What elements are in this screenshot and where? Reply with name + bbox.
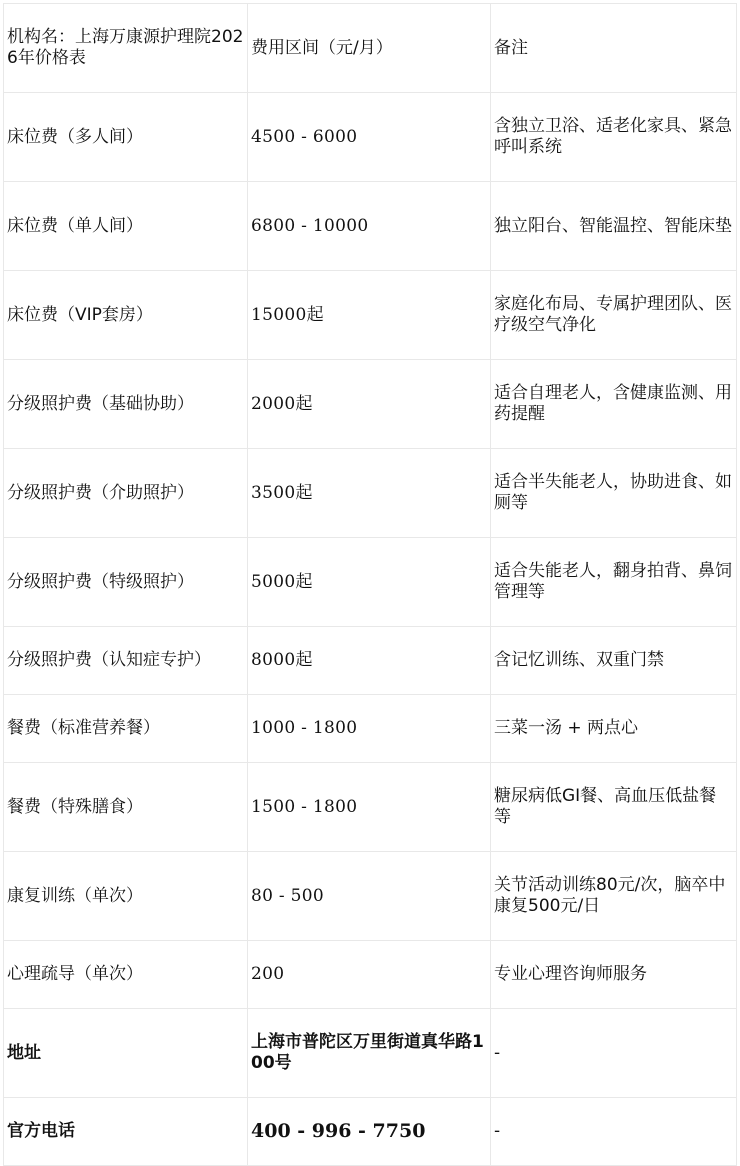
address-row xyxy=(4,1009,737,1098)
item-cell: 床位费（VIP套房） xyxy=(4,271,248,360)
item-cell: 床位费（单人间） xyxy=(4,182,248,271)
table-row xyxy=(4,93,737,182)
phone-note: - xyxy=(491,1098,737,1166)
table-row xyxy=(4,360,737,449)
item-cell: 分级照护费（基础协助） xyxy=(4,360,248,449)
table-header-row xyxy=(4,4,737,93)
note-cell: 适合失能老人，翻身拍背、鼻饲管理等 xyxy=(491,538,737,627)
table-row xyxy=(4,627,737,695)
price-cell: 4500 - 6000 xyxy=(248,93,491,182)
item-cell: 床位费（多人间） xyxy=(4,93,248,182)
note-cell: 适合半失能老人，协助进食、如厕等 xyxy=(491,449,737,538)
table-row xyxy=(4,182,737,271)
item-cell: 餐费（标准营养餐） xyxy=(4,695,248,763)
note-cell: 适合自理老人，含健康监测、用药提醒 xyxy=(491,360,737,449)
institution-title-cell: 机构名：上海万康源护理院2026年价格表 xyxy=(4,4,248,93)
note-cell: 含记忆训练、双重门禁 xyxy=(491,627,737,695)
price-cell: 8000起 xyxy=(248,627,491,695)
price-range-header: 费用区间（元/月） xyxy=(248,4,491,93)
address-label: 地址 xyxy=(4,1009,248,1098)
price-cell: 1000 - 1800 xyxy=(248,695,491,763)
note-cell: 糖尿病低GI餐、高血压低盐餐等 xyxy=(491,763,737,852)
price-cell: 6800 - 10000 xyxy=(248,182,491,271)
price-cell: 5000起 xyxy=(248,538,491,627)
price-cell: 3500起 xyxy=(248,449,491,538)
item-cell: 分级照护费（特级照护） xyxy=(4,538,248,627)
table-row xyxy=(4,852,737,941)
table-row xyxy=(4,271,737,360)
table-row xyxy=(4,538,737,627)
phone-value: 400 - 996 - 7750 xyxy=(248,1098,491,1166)
phone-row xyxy=(4,1098,737,1166)
price-table xyxy=(3,3,737,1166)
table-row xyxy=(4,763,737,852)
price-cell: 2000起 xyxy=(248,360,491,449)
address-note: - xyxy=(491,1009,737,1098)
table-row xyxy=(4,449,737,538)
phone-label: 官方电话 xyxy=(4,1098,248,1166)
table-row xyxy=(4,695,737,763)
price-cell: 15000起 xyxy=(248,271,491,360)
note-cell: 独立阳台、智能温控、智能床垫 xyxy=(491,182,737,271)
note-header: 备注 xyxy=(491,4,737,93)
note-cell: 家庭化布局、专属护理团队、医疗级空气净化 xyxy=(491,271,737,360)
note-cell: 含独立卫浴、适老化家具、紧急呼叫系统 xyxy=(491,93,737,182)
price-cell: 1500 - 1800 xyxy=(248,763,491,852)
item-cell: 康复训练（单次） xyxy=(4,852,248,941)
note-cell: 关节活动训练80元/次，脑卒中康复500元/日 xyxy=(491,852,737,941)
table-row xyxy=(4,941,737,1009)
address-value: 上海市普陀区万里街道真华路100号 xyxy=(248,1009,491,1098)
item-cell: 餐费（特殊膳食） xyxy=(4,763,248,852)
note-cell: 专业心理咨询师服务 xyxy=(491,941,737,1009)
item-cell: 分级照护费（认知症专护） xyxy=(4,627,248,695)
price-cell: 80 - 500 xyxy=(248,852,491,941)
item-cell: 分级照护费（介助照护） xyxy=(4,449,248,538)
price-cell: 200 xyxy=(248,941,491,1009)
item-cell: 心理疏导（单次） xyxy=(4,941,248,1009)
note-cell: 三菜一汤 + 两点心 xyxy=(491,695,737,763)
